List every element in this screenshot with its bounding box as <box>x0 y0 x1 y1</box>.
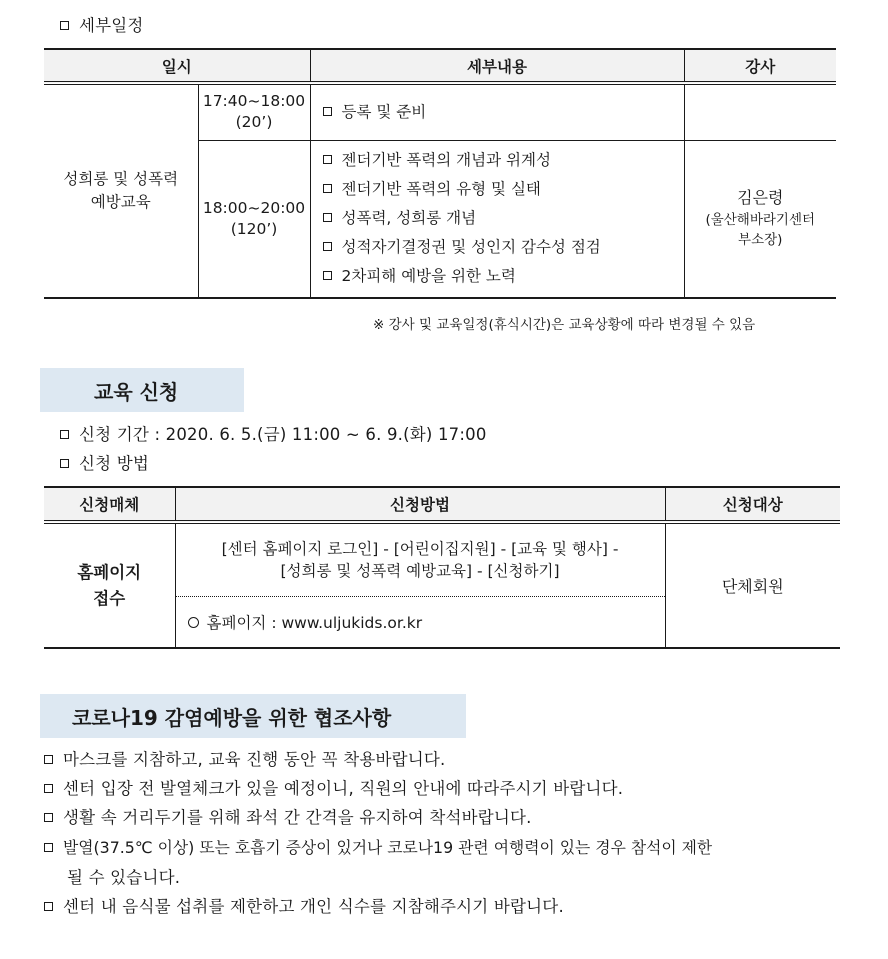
circle-bullet-icon <box>188 617 199 628</box>
checkbox-square-icon <box>60 459 69 468</box>
checkbox-square-icon <box>323 107 332 116</box>
list-item-continuation: 될 수 있습니다. <box>67 868 181 887</box>
header-target: 신청대상 <box>665 487 840 522</box>
list-item: 등록 및 준비 <box>323 98 684 127</box>
slot-1-items <box>310 83 684 140</box>
apply-period: 신청 기간 : 2020. 6. 5.(금) 11:00 ~ 6. 9.(화) 17:00 <box>60 421 487 445</box>
header-instructor: 강사 <box>684 49 836 83</box>
list-item: 젠더기반 폭력의 유형 및 실태 <box>323 175 684 204</box>
checkbox-square-icon <box>323 155 332 164</box>
time-slot-1: 17:40~18:00 (20’) <box>198 83 310 140</box>
header-details: 세부내용 <box>310 49 684 83</box>
apply-method-steps: [센터 홈페이지 로그인] - [어린이집지원] - [교육 및 행사] - [성희롱 및 성폭력 예방교육] - [신청하기] <box>175 522 665 596</box>
checkbox-square-icon <box>323 271 332 280</box>
apply-table <box>44 486 840 649</box>
schedule-table <box>44 48 836 299</box>
table-row <box>44 522 840 596</box>
apply-header-row <box>44 487 840 522</box>
header-datetime: 일시 <box>44 49 310 83</box>
checkbox-square-icon <box>44 902 53 911</box>
instructor-empty <box>684 83 836 140</box>
list-item: 성적자기결정권 및 성인지 감수성 점검 <box>323 233 684 262</box>
header-method: 신청방법 <box>175 487 665 522</box>
list-item: 성폭력, 성희롱 개념 <box>323 204 684 233</box>
homepage-link[interactable]: 홈페이지 : www.uljukids.or.kr <box>206 613 423 632</box>
covid-section-title: 코로나19 감염예방을 위한 협조사항 <box>40 694 466 738</box>
header-medium: 신청매체 <box>44 487 175 522</box>
checkbox-square-icon <box>44 755 53 764</box>
apply-section-title: 교육 신청 <box>40 368 244 412</box>
checkbox-square-icon <box>323 213 332 222</box>
list-item: 2차피해 예방을 위한 노력 <box>323 262 684 291</box>
checkbox-square-icon <box>44 813 53 822</box>
checkbox-square-icon <box>323 184 332 193</box>
instructor-name: 김은령 (울산해바라기센터 부소장) <box>684 140 836 298</box>
slot-2-items <box>310 140 684 298</box>
checkbox-square-icon <box>44 843 53 852</box>
homepage-row <box>175 596 665 648</box>
schedule-note: ※ 강사 및 교육일정(휴식시간)은 교육상황에 따라 변경될 수 있음 <box>373 317 756 333</box>
schedule-header-row <box>44 49 836 83</box>
table-row <box>44 83 836 140</box>
checkbox-square-icon <box>60 430 69 439</box>
checkbox-square-icon <box>60 21 69 30</box>
apply-method-heading: 신청 방법 <box>60 450 149 474</box>
list-item: 발열(37.5℃ 이상) 또는 호흡기 증상이 있거나 코로나19 관련 여행력이 있는 경우 참석이 제한 <box>44 835 712 858</box>
list-item: 센터 입장 전 발열체크가 있을 예정이니, 직원의 안내에 따라주시기 바랍니다. <box>44 775 623 799</box>
list-item: 마스크를 지참하고, 교육 진행 동안 꼭 착용바랍니다. <box>44 746 445 770</box>
apply-medium: 홈페이지 접수 <box>77 562 142 608</box>
checkbox-square-icon <box>323 242 332 251</box>
list-item: 생활 속 거리두기를 위해 좌석 간 간격을 유지하여 착석바랍니다. <box>44 804 532 828</box>
program-name: 성희롱 및 성폭력 예방교육 <box>44 83 198 298</box>
list-item: 센터 내 음식물 섭취를 제한하고 개인 식수를 지참해주시기 바랍니다. <box>44 893 564 917</box>
checkbox-square-icon <box>44 784 53 793</box>
list-item: 젠더기반 폭력의 개념과 위계성 <box>323 146 684 175</box>
apply-target: 단체회원 <box>665 522 840 648</box>
schedule-heading: 세부일정 <box>60 12 144 36</box>
time-slot-2: 18:00~20:00 (120’) <box>198 140 310 298</box>
